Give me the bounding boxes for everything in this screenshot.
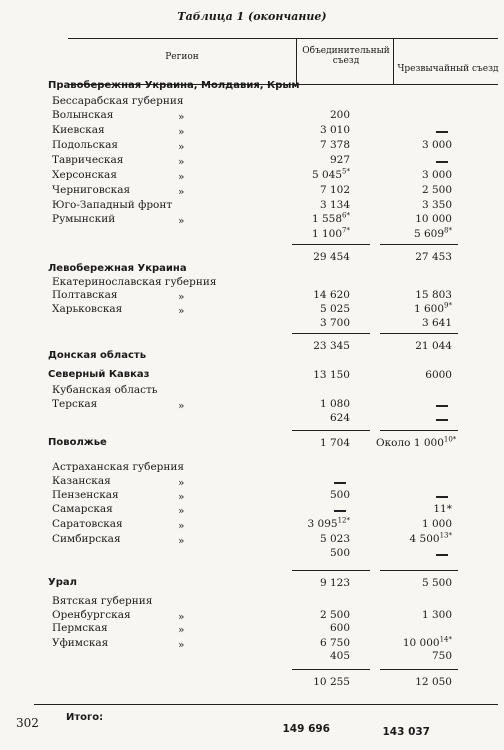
- unified-value-dash: [334, 482, 346, 484]
- footnote-marker: 6*: [342, 211, 350, 220]
- unified-value: [290, 412, 350, 424]
- section-heading: Северный Кавказ: [48, 369, 150, 380]
- unified-value-value: 29 454: [313, 251, 350, 263]
- unified-value-value: 2 500: [319, 609, 350, 621]
- ditto-mark: »: [178, 305, 185, 317]
- extraordinary-value: [376, 317, 452, 329]
- extraordinary-value: [376, 228, 452, 240]
- section-heading: Поволжье: [48, 437, 107, 448]
- extraordinary-value-value: 2 500: [421, 184, 452, 196]
- unified-value: [290, 251, 350, 263]
- extraordinary-value-value: 12 050: [415, 676, 452, 688]
- extraordinary-value-value: 5 500: [421, 577, 452, 589]
- unified-value: [290, 676, 350, 688]
- extraordinary-value: [376, 169, 452, 181]
- extraordinary-value-value: 5 609: [413, 228, 445, 240]
- header-region: Регион: [165, 52, 199, 62]
- region-label: Самарская: [52, 503, 113, 515]
- ditto-mark: »: [178, 477, 185, 489]
- extraordinary-value: [376, 303, 452, 315]
- extraordinary-value: [376, 503, 452, 515]
- section-heading: Левобережная Украина: [48, 263, 187, 274]
- unified-value: [290, 637, 350, 649]
- extraordinary-value-dash: [436, 131, 448, 133]
- unified-value: [290, 303, 350, 315]
- unified-value-value: 927: [329, 154, 350, 166]
- unified-value-value: 5 023: [319, 533, 350, 545]
- unified-value-value: 405: [329, 650, 350, 662]
- region-label: Астраханская губерния: [52, 461, 185, 473]
- unified-value: [290, 109, 350, 121]
- region-label: Уфимская: [52, 637, 109, 649]
- unified-value-value: 1 558: [311, 213, 343, 225]
- unified-value: [290, 199, 350, 211]
- unified-value: [290, 533, 350, 545]
- unified-value: [290, 228, 350, 240]
- ditto-mark: »: [178, 186, 185, 198]
- table-caption: Таблица 1 (окончание): [177, 10, 327, 23]
- unified-value: [290, 547, 350, 559]
- ditto-mark: »: [178, 611, 185, 623]
- footnote-marker: 14*: [439, 635, 452, 644]
- footnote-marker: 7*: [342, 226, 350, 235]
- unified-value: [290, 124, 350, 136]
- section-heading: Правобережная Украина, Молдавия, Крым: [48, 80, 300, 91]
- extraordinary-value: [376, 650, 452, 662]
- extraordinary-value-value: 1 600: [413, 303, 445, 315]
- region-label: Румынский: [52, 213, 116, 225]
- extraordinary-value: [376, 609, 452, 621]
- unified-value-value: 6 750: [319, 637, 350, 649]
- subtotal-rule-extraordinary: [380, 430, 458, 431]
- ditto-mark: »: [178, 215, 185, 227]
- region-label: Кубанская область: [52, 384, 158, 396]
- unified-value-value: 5 025: [319, 303, 350, 315]
- extraordinary-value-value: 15 803: [415, 289, 452, 301]
- ditto-mark: »: [178, 520, 185, 532]
- unified-value-value: 3 095: [307, 518, 338, 530]
- extraordinary-value-value: 10 000: [415, 213, 452, 225]
- region-label: Харьковская: [52, 303, 123, 315]
- extraordinary-value: [376, 637, 452, 649]
- ditto-mark: »: [178, 491, 185, 503]
- subtotal-rule-extraordinary: [380, 570, 458, 571]
- region-label: Бессарабская губерния: [52, 95, 184, 107]
- ditto-mark: »: [178, 171, 185, 183]
- page-number: 302: [16, 716, 39, 730]
- extraordinary-value-dash: [436, 419, 448, 421]
- unified-value-value: 14 620: [313, 289, 350, 301]
- extraordinary-value: [376, 340, 452, 352]
- extraordinary-value-value: 750: [431, 650, 452, 662]
- unified-value-value: 3 700: [319, 317, 350, 329]
- region-label: Киевская: [52, 124, 105, 136]
- extraordinary-value-value: 6000: [425, 369, 452, 381]
- region-label: Терская: [52, 398, 98, 410]
- column-divider-1: [296, 38, 297, 84]
- footnote-marker: 9*: [444, 301, 452, 310]
- extraordinary-value: [376, 676, 452, 688]
- unified-value-value: 1 704: [319, 437, 350, 449]
- extraordinary-value-value: 3 641: [421, 317, 452, 329]
- extraordinary-value: [376, 533, 452, 545]
- extraordinary-value-value: 3 350: [421, 199, 452, 211]
- header-unified: Объединительный съезд: [302, 46, 390, 66]
- unified-value-value: 10 255: [313, 676, 350, 688]
- unified-value: [290, 650, 350, 662]
- region-label: Симбирская: [52, 533, 121, 545]
- region-label: Оренбургская: [52, 609, 131, 621]
- extraordinary-value-value: 27 453: [415, 251, 452, 263]
- subtotal-rule-extraordinary: [380, 244, 458, 245]
- region-label: Саратовская: [52, 518, 123, 530]
- unified-value: [290, 289, 350, 301]
- grand-total-extraordinary: 143 037: [382, 726, 430, 738]
- extraordinary-value: [376, 199, 452, 211]
- unified-value: [290, 398, 350, 410]
- unified-value: [290, 609, 350, 621]
- unified-value-value: 7 102: [319, 184, 350, 196]
- unified-value-value: 1 100: [311, 228, 343, 240]
- extraordinary-value: [376, 369, 452, 381]
- unified-value-dash: [334, 510, 346, 512]
- subtotal-rule-unified: [292, 244, 370, 245]
- unified-value-value: 500: [329, 547, 350, 559]
- extraordinary-value: [376, 518, 452, 530]
- unified-value-value: 600: [329, 622, 350, 634]
- unified-value: [290, 340, 350, 352]
- subtotal-rule-unified: [292, 669, 370, 670]
- unified-value-value: 1 080: [319, 398, 350, 410]
- extraordinary-value-value: 21 044: [415, 340, 452, 352]
- footnote-marker: 5*: [342, 167, 350, 176]
- extraordinary-value: [376, 184, 452, 196]
- extraordinary-value-value: 3 000: [421, 169, 452, 181]
- region-label: Херсонская: [52, 169, 117, 181]
- ditto-mark: »: [178, 400, 185, 412]
- extraordinary-value: [376, 577, 452, 589]
- subtotal-rule-extraordinary: [380, 669, 458, 670]
- unified-value-value: 9 123: [319, 577, 350, 589]
- unified-value: [290, 317, 350, 329]
- subtotal-rule-unified: [292, 430, 370, 431]
- unified-value: [290, 622, 350, 634]
- region-label: Черниговская: [52, 184, 131, 196]
- extraordinary-value: [376, 139, 452, 151]
- unified-value: [290, 169, 350, 181]
- region-label: Казанская: [52, 475, 111, 487]
- header-top-rule: [68, 38, 498, 39]
- unified-value-value: 500: [329, 489, 350, 501]
- region-label: Юго-Западный фронт: [52, 199, 173, 211]
- ditto-mark: »: [178, 535, 185, 547]
- unified-value-value: 3 010: [319, 124, 350, 136]
- unified-value-value: 3 134: [319, 199, 350, 211]
- ditto-mark: »: [178, 505, 185, 517]
- region-label: Волынская: [52, 109, 114, 121]
- footnote-marker: 10*: [443, 435, 457, 444]
- extraordinary-value-value: 1 000: [421, 518, 452, 530]
- grand-total-label: Итого:: [66, 712, 104, 723]
- ditto-mark: »: [178, 141, 185, 153]
- extraordinary-value: [376, 289, 452, 301]
- header-extraordinary: Чрезвычайный съезд: [397, 64, 499, 74]
- extraordinary-value-value: 11*: [433, 503, 452, 515]
- ditto-mark: »: [178, 156, 185, 168]
- extraordinary-value: [376, 251, 452, 263]
- ditto-mark: »: [178, 126, 185, 138]
- section-heading: Урал: [48, 577, 77, 588]
- unified-value-value: 5 045: [311, 169, 343, 181]
- total-top-rule: [34, 704, 498, 705]
- extraordinary-value-dash: [436, 496, 448, 498]
- ditto-mark: »: [178, 639, 185, 651]
- unified-value: [290, 369, 350, 381]
- ditto-mark: »: [178, 111, 185, 123]
- footnote-marker: 8*: [444, 226, 452, 235]
- footnote-marker: 13*: [439, 531, 452, 540]
- unified-value: [290, 437, 350, 449]
- extraordinary-value-value: 1 300: [421, 609, 452, 621]
- unified-value-value: 23 345: [313, 340, 350, 352]
- region-label: Таврическая: [52, 154, 124, 166]
- grand-total-unified: 149 696: [282, 723, 330, 735]
- ditto-mark: »: [178, 291, 185, 303]
- extraordinary-value: [376, 435, 457, 449]
- footnote-marker: 12*: [337, 516, 350, 525]
- subtotal-rule-unified: [292, 570, 370, 571]
- subtotal-rule-extraordinary: [380, 333, 458, 334]
- section-heading: Донская область: [48, 350, 147, 361]
- region-label: Полтавская: [52, 289, 118, 301]
- extraordinary-value-value: 3 000: [421, 139, 452, 151]
- region-label: Пензенская: [52, 489, 119, 501]
- region-label: Вятская губерния: [52, 595, 153, 607]
- extraordinary-value-value: 4 500: [409, 533, 440, 545]
- unified-value: [290, 577, 350, 589]
- unified-value: [290, 518, 350, 530]
- region-label: Пермская: [52, 622, 108, 634]
- unified-value-value: 200: [329, 109, 350, 121]
- extraordinary-value-dash: [436, 554, 448, 556]
- extraordinary-value-value: Около 1 000: [376, 437, 444, 449]
- unified-value: [290, 139, 350, 151]
- region-label: Подольская: [52, 139, 118, 151]
- unified-value: [290, 154, 350, 166]
- unified-value-value: 13 150: [313, 369, 350, 381]
- extraordinary-value-dash: [436, 161, 448, 163]
- extraordinary-value-dash: [436, 405, 448, 407]
- extraordinary-value-value: 10 000: [402, 637, 440, 649]
- unified-value: [290, 213, 350, 225]
- unified-value-value: 624: [329, 412, 350, 424]
- column-divider-2: [393, 38, 394, 84]
- region-label: Екатеринославская губерния: [52, 276, 217, 288]
- unified-value: [290, 489, 350, 501]
- extraordinary-value: [376, 213, 452, 225]
- unified-value-value: 7 378: [319, 139, 350, 151]
- subtotal-rule-unified: [292, 333, 370, 334]
- ditto-mark: »: [178, 624, 185, 636]
- unified-value: [290, 184, 350, 196]
